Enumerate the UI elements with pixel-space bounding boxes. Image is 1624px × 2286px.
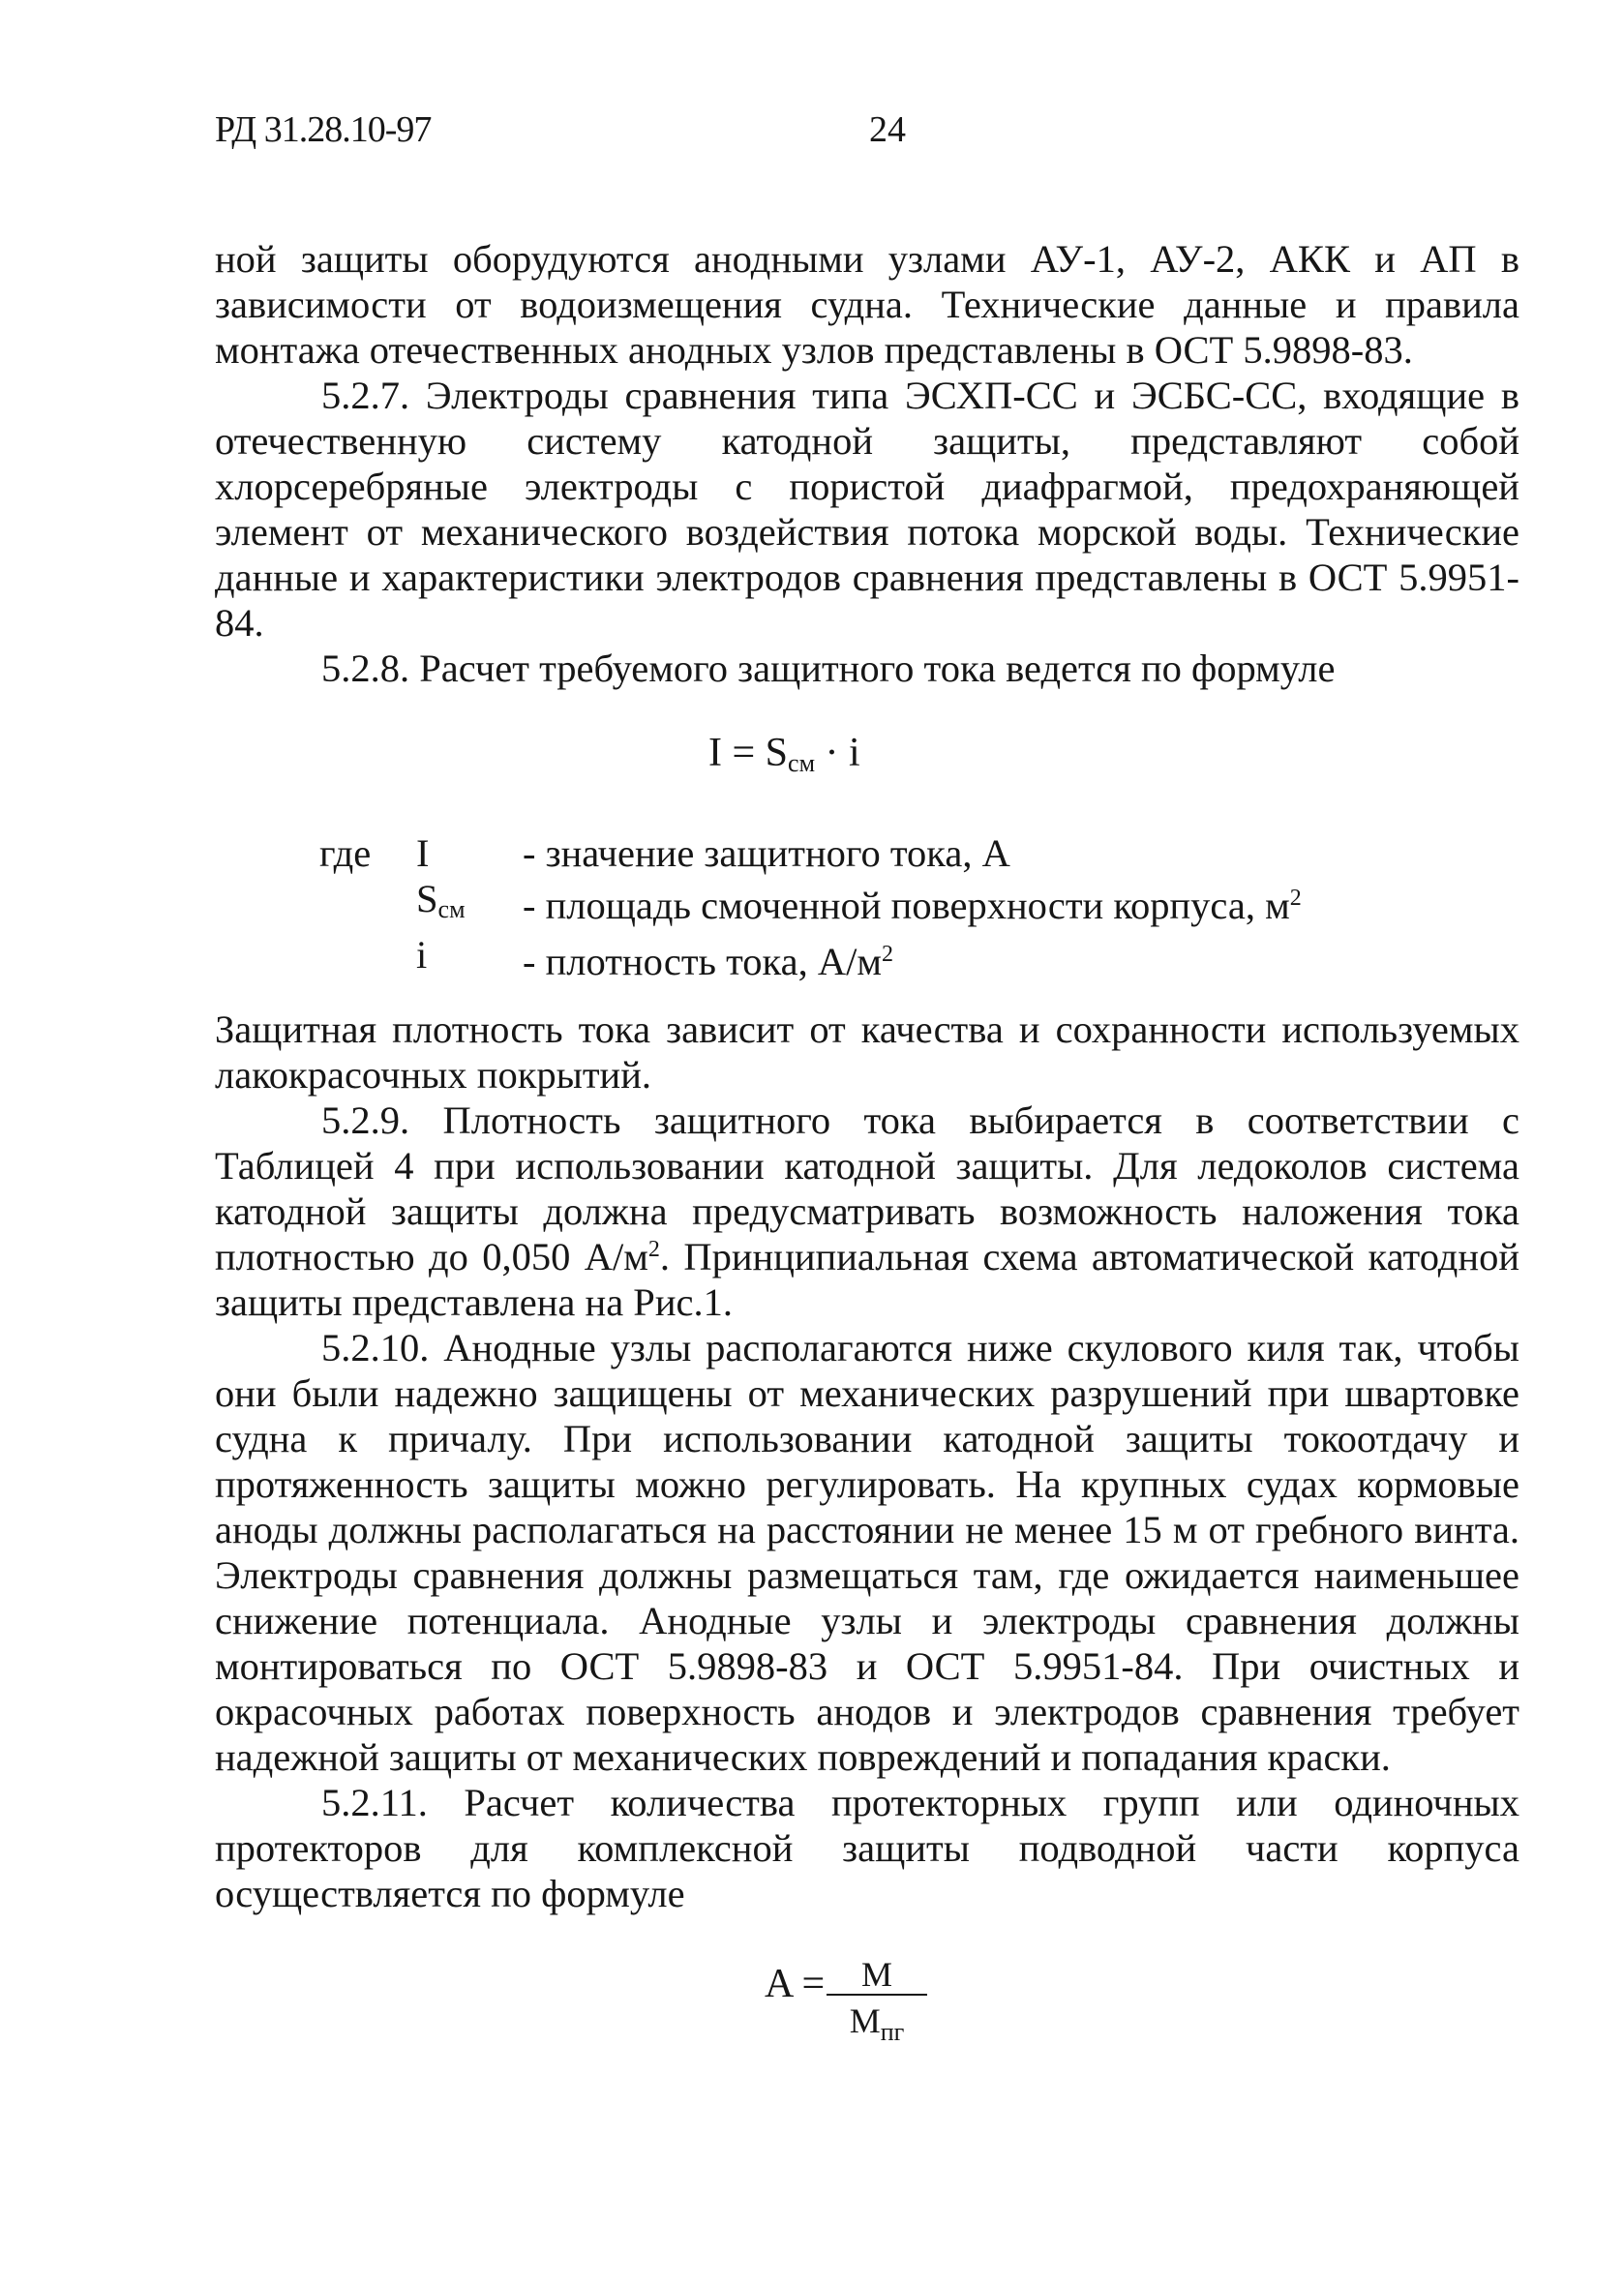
formula-current — [708, 730, 860, 778]
body-text-bottom — [215, 1007, 1519, 1916]
formula-lhs: A = — [765, 1962, 826, 2006]
legend-symbol: $S_{см}$ — [416, 877, 466, 923]
paragraph-5-2-8: 5.2.8. Расчет требуемого защитного тока ведется по формуле — [321, 647, 1336, 690]
legend-label: где — [319, 831, 372, 875]
legend-symbol: i — [416, 933, 428, 977]
formula-legend — [319, 830, 1302, 984]
formula-fraction — [827, 1955, 927, 2058]
formula-lhs: I = S — [708, 731, 789, 775]
paragraph-protective-density: Защитная плотность тока зависит от качества и сохранности используемых лакокрасочных покрытий. — [215, 1008, 1519, 1097]
legend-symbol: I — [416, 831, 430, 875]
page-number: 24 — [869, 109, 906, 150]
paragraph-5-2-11: 5.2.11. Расчет количества протекторных групп или одиночных протекторов для комплексной защиты подводной части корпуса осуществляется по формуле — [215, 1781, 1519, 1915]
fraction-denominator: $M_{пг}$ — [849, 2001, 905, 2046]
legend-row — [319, 830, 1302, 876]
legend-description: - значение защитного тока, А — [523, 831, 1010, 875]
paragraph-continuation: ной защиты оборудуются анодными узлами АУ-1, АУ-2, АКК и АП в зависимости от водоизмещения судна. Технические данные и правила монтажа отечественных анодных узлов представлены в ОСТ 5.9898-83. — [215, 237, 1519, 372]
legend-row — [319, 932, 1302, 984]
document-code: РД 31.28.10-97 — [215, 109, 432, 150]
fraction-numerator: M — [827, 1955, 927, 1996]
formula-protector-count — [765, 1955, 905, 2046]
formula-rhs: · i — [815, 731, 860, 775]
paragraph-5-2-10: 5.2.10. Анодные узлы располагаются ниже скулового киля так, чтобы они были надежно защищены от механических разрушений при швартовке судна к причалу. При использовании катодной защиты токоотдачу и протяженность защиты можно регулировать. На крупных судах кормовые аноды должны располагаться на расстоянии не менее 15 м от гребного винта. Электроды сравнения должны размещаться там, где ожидается наименьшее снижение потенциала. Анодные узлы и электроды сравнения должны монтироваться по ОСТ 5.9898-83 и ОСТ 5.9951-84. При очистных и окрасочных работах поверхность анодов и электродов сравнения требует надежной защиты от механических повреждений и попадания краски. — [215, 1326, 1519, 1779]
legend-description: - плотность тока, $А/м^2$ — [523, 940, 893, 983]
paragraph-5-2-9: 5.2.9. Плотность защитного тока выбирается в соответствии с Таблицей 4 при использовании катодной защиты. Для ледоколов система катодной защиты должна предусматривать возможность наложения тока плотностью до 0,050 $А/м^2$. Принципиальная схема автоматической катодной защиты представлена на Рис.1. — [215, 1098, 1519, 1324]
paragraph-5-2-7: 5.2.7. Электроды сравнения типа ЭСХП-СС и ЭСБС-СС, входящие в отечественную систему катодной защиты, представляют собой хлорсеребряные электроды с пористой диафрагмой, предохраняющей элемент от механического воздействия потока морской воды. Технические данные и характеристики электродов сравнения представлены в ОСТ 5.9951-84. — [215, 374, 1519, 645]
legend-description: - площадь смоченной поверхности корпуса, $м^2$ — [523, 884, 1302, 927]
legend-row — [319, 876, 1302, 932]
body-text-top — [215, 236, 1519, 691]
formula-subscript: см — [788, 749, 816, 777]
